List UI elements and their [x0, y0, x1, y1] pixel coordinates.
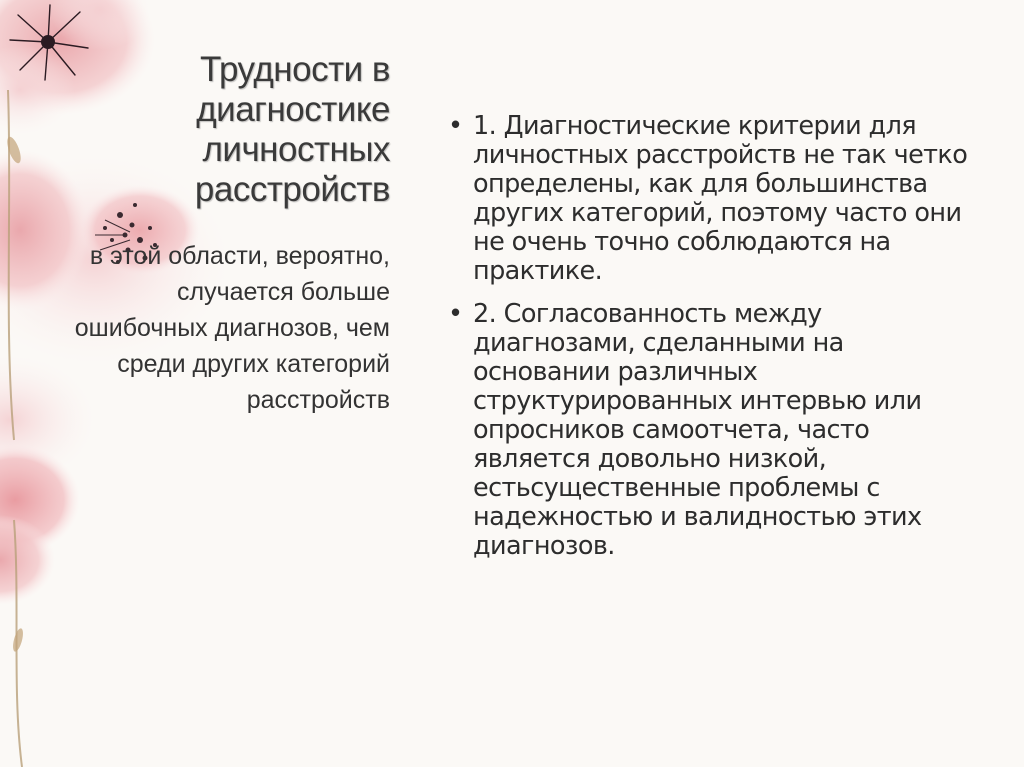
slide-title: Трудности в диагностике личностных расстройств [194, 50, 390, 209]
bullet-list [448, 112, 968, 575]
slide-subtitle: в этой области, вероятно, случается больше ошибочных диагнозов, чем среди других категорий расстройств [74, 242, 390, 414]
bullet-item: • 1. Диагностические критерии для личностных расстройств не так четко определены, как для большинства других категорий, поэтому часто они не очень точно соблюдаются на практике. [448, 112, 968, 286]
bullet-item: • 2. Согласованность между диагнозами, сделанными на основании различных структурированных интервью или опросников самоотчета, часто является довольно низкой, естьсущественные проблемы с надежностью и валидностью этих диагнозов. [448, 300, 968, 561]
